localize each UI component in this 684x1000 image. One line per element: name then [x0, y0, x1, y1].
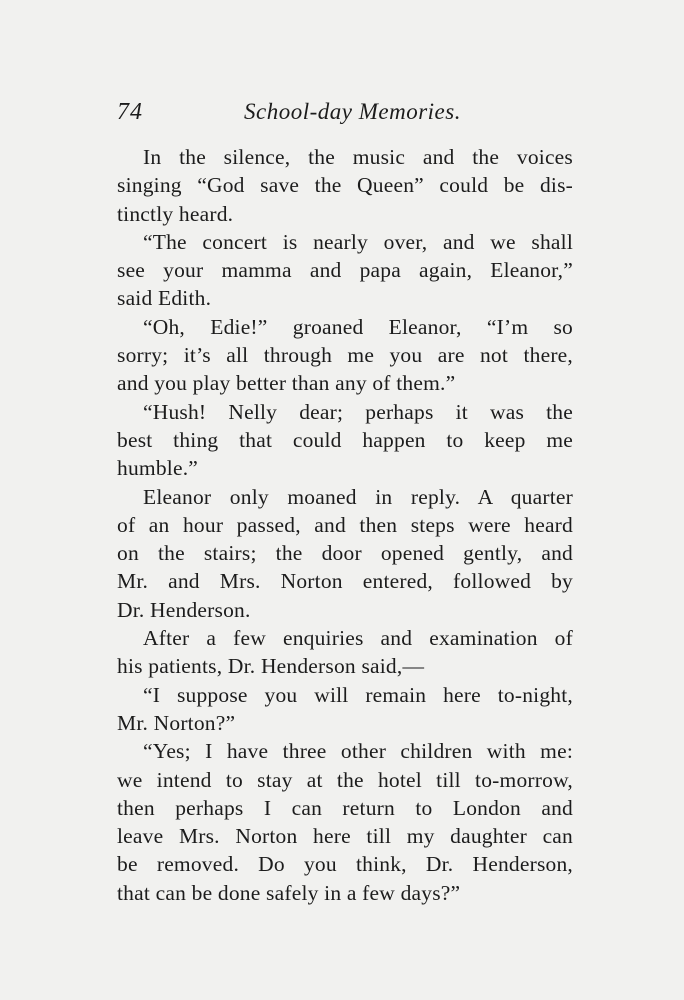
text-line: In the silence, the music and the voices — [143, 145, 573, 169]
page-header — [117, 99, 573, 133]
text-line: his patients, Dr. Henderson said,— — [117, 654, 425, 679]
text-line: singing “God save the Queen” could be dis- — [117, 173, 573, 198]
text-line: we intend to stay at the hotel till to-morrow, — [117, 767, 573, 792]
running-title: School-day Memories. — [244, 99, 461, 124]
text-line: see your mamma and papa again, Eleanor,” — [117, 258, 573, 283]
text-line: Mr. Norton?” — [117, 710, 236, 735]
text-line: then perhaps I can return to London and — [117, 795, 573, 820]
text-line: Eleanor only moaned in reply. A quarter — [143, 484, 573, 509]
text-line: sorry; it’s all through me you are not there, — [117, 343, 573, 368]
text-line: and you play better than any of them.” — [117, 371, 456, 396]
text-line: “Hush! Nelly dear; perhaps it was the — [143, 399, 573, 424]
body-text — [117, 143, 573, 907]
text-line: that can be done safely in a few days?” — [117, 880, 461, 905]
text-line: leave Mrs. Norton here till my daughter can — [117, 824, 573, 849]
text-line: “I suppose you will remain here to-night, — [143, 682, 573, 707]
text-line: “Oh, Edie!” groaned Eleanor, “I’m so — [143, 314, 573, 339]
text-line: “Yes; I have three other children with me: — [143, 739, 573, 764]
text-line: on the stairs; the door opened gently, and — [117, 541, 573, 566]
text-line: of an hour passed, and then steps were heard — [117, 512, 573, 537]
text-line: Dr. Henderson. — [117, 597, 251, 622]
text-line: “The concert is nearly over, and we shall — [143, 229, 573, 254]
text-line: said Edith. — [117, 286, 212, 311]
text-line: Mr. and Mrs. Norton entered, followed by — [117, 569, 573, 594]
text-line: humble.” — [117, 456, 199, 481]
page-number: 74 — [117, 99, 143, 125]
text-line: tinctly heard. — [117, 201, 234, 226]
text-line: best thing that could happen to keep me — [117, 427, 573, 452]
text-line: be removed. Do you think, Dr. Henderson, — [117, 852, 573, 877]
text-line: After a few enquiries and examination of — [143, 626, 573, 651]
